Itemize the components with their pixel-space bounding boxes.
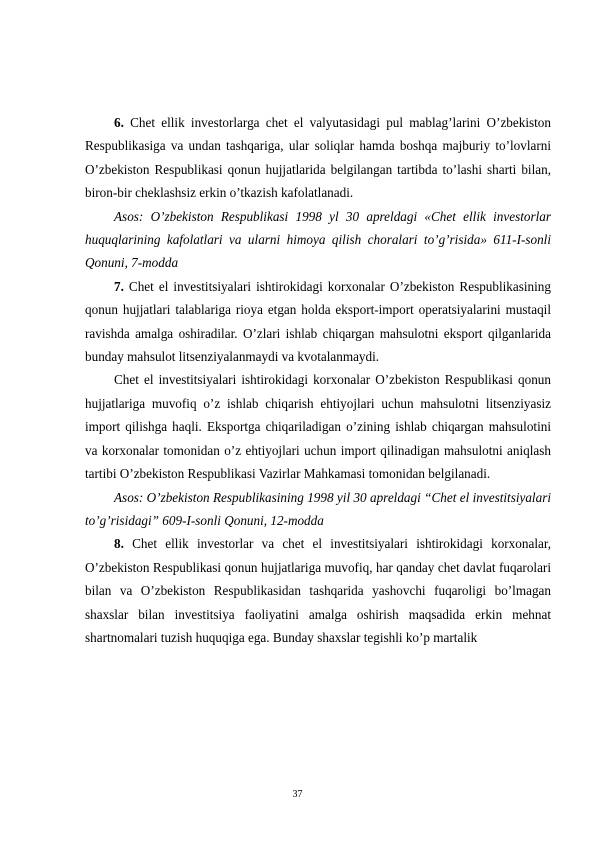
paragraph-6-number: 6. [114,115,124,130]
paragraph-6-text: Chet ellik investorlarga chet el valyutasidagi pul mablag’larini O’zbekiston Respublikasiga va undan tashqariga, ular soliqlar hamda boshqa majburiy to’lovlarni O’zbekiston Respublikasi qonun hujjatlarida belgilangan tartibda to’lashi sharti bilan, biron-bir cheklashsiz erkin o’tkazish kafolatlanadi. [85,115,551,201]
paragraph-7-number: 7. [114,278,124,294]
page-number: 37 [292,789,303,800]
paragraph-8 [85,532,551,649]
document-body [85,111,551,649]
paragraph-6 [85,111,551,205]
source-reference-1: Asos: O’zbekiston Respublikasi 1998 yl 30 apreldagi «Chet ellik investorlar huquqlarining kafolatlari va ularni himoya qilish choralari to’g’risida» 611-I-sonli Qonuni, 7-modda [85,208,551,271]
paragraph-7-text: Chet el investitsiyalari ishtirokidagi korxonalar O’zbekiston Respublikasining qonun hujjatlari talablariga rioya etgan holda eksport-import operatsiyalarini mustaqil ravishda amalga oshiradilar. O’zlari ishlab chiqargan mahsulotni eksport qilganlarida bunday mahsulot litsenziyalanmaydi va kvotalanmaydi. [85,278,551,365]
paragraph-8-number: 8. [114,536,124,552]
paragraph-7-continued: Chet el investitsiyalari ishtirokidagi korxonalar O’zbekiston Respublikasi qonun hujjatlariga muvofiq o’z ishlab chiqarish ehtiyojlari uchun mahsulotni litsenziyasiz import qilishga haqli. Eksportga chiqariladigan o’zining ishlab chiqargan mahsulotini va korxonalar tomonidan o’z ehtiyojlari uchun import qilinadigan mahsulotni aniqlash tartibi O’zbekiston Respublikasi Vazirlar Mahkamasi tomonidan belgilanadi. [85,372,551,482]
paragraph-7 [85,275,551,369]
paragraph-8-text: Chet ellik investorlar va chet el investitsiyalari ishtirokidagi korxonalar, O’zbekiston Respublikasi qonun hujjatlariga muvofiq, har qanday chet davlat fuqarolari bilan va O’zbekiston Respublikasidan tashqarida yashovchi fuqaroligi bo’lmagan shaxslar bilan investitsiya faoliyatini amalga oshirish maqsadida erkin mehnat shartnomalari tuzish huquqiga ega. Bunday shaxslar tegishli ko’p martalik [85,536,551,645]
source-reference-2: Asos: O’zbekiston Respublikasining 1998 yil 30 apreldagi “Chet el investitsiyalari to’g’risidagi” 609-I-sonli Qonuni, 12-modda [85,489,551,528]
